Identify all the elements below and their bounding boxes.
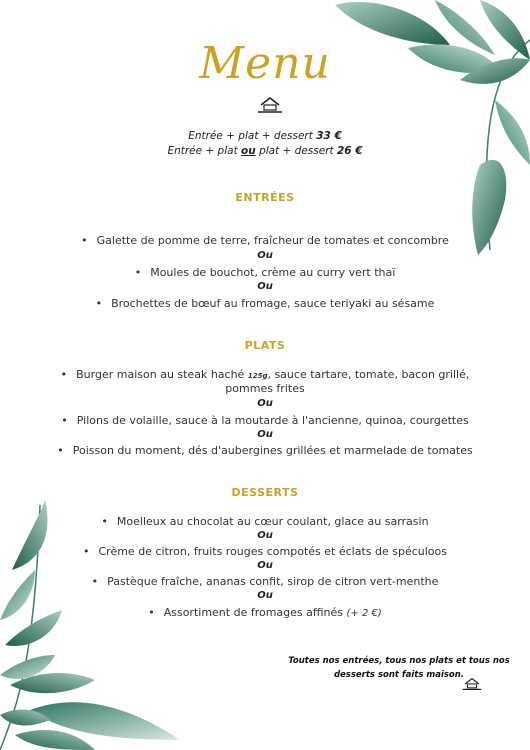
price-line-1: Entrée + plat + dessert 33 € xyxy=(188,130,342,142)
section-title-desserts: DESSERTS xyxy=(231,486,299,499)
list-item: • Moelleux au chocolat au cœur coulant, glace au sarrasin xyxy=(101,515,429,528)
list-item: • Assortiment de fromages affinés (+ 2 €) xyxy=(148,606,382,619)
bullet-icon: • xyxy=(101,515,108,528)
homemade-footnote: Toutes nos entrées, tous nos plats et tous nos desserts sont faits maison. xyxy=(288,656,510,680)
list-item: • Galette de pomme de terre, fraîcheur de tomates et concombre xyxy=(81,234,449,247)
section-title-plats: PLATS xyxy=(244,339,286,352)
or-separator: Ou xyxy=(257,281,273,292)
list-item: • Moules de bouchot, crème au curry vert thaï xyxy=(134,266,396,279)
bullet-icon: • xyxy=(148,606,155,619)
section-title-entrees: ENTRÉES xyxy=(235,191,295,204)
bullet-icon: • xyxy=(95,297,103,310)
bullet-icon: • xyxy=(82,545,90,558)
or-separator: Ou xyxy=(257,560,273,571)
bullet-icon: • xyxy=(134,266,142,279)
list-item: • Burger maison au steak haché 125g, sauce tartare, tomate, bacon grillé, xyxy=(60,368,470,381)
or-separator: Ou xyxy=(257,530,273,541)
bullet-icon: • xyxy=(81,234,88,247)
bullet-icon: • xyxy=(61,414,68,427)
list-item: • Pilons de volaille, sauce à la moutarde à l'ancienne, quinoa, courgettes xyxy=(61,414,469,427)
list-item: • Brochettes de bœuf au fromage, sauce teriyaki au sésame xyxy=(95,297,435,310)
house-logo-icon xyxy=(257,95,283,115)
or-separator: Ou xyxy=(257,398,273,409)
price-line-2: Entrée + plat ou plat + dessert 26 € xyxy=(167,145,363,157)
or-separator: Ou xyxy=(257,429,273,440)
bullet-icon: • xyxy=(91,575,99,588)
house-logo-small-icon xyxy=(462,676,482,692)
bullet-icon: • xyxy=(60,368,68,381)
list-item: • Poisson du moment, dés d'aubergines grillées et marmelade de tomates xyxy=(57,444,473,457)
list-item: • Crème de citron, fruits rouges compotés et éclats de spéculoos xyxy=(82,545,447,558)
bullet-icon: • xyxy=(57,444,64,457)
or-separator: Ou xyxy=(257,590,273,601)
list-item-continuation: pommes frites xyxy=(225,382,305,395)
menu-title: Menu xyxy=(199,38,331,89)
or-separator: Ou xyxy=(257,250,273,261)
list-item: • Pastèque fraîche, ananas confit, sirop de citron vert-menthe xyxy=(91,575,439,588)
